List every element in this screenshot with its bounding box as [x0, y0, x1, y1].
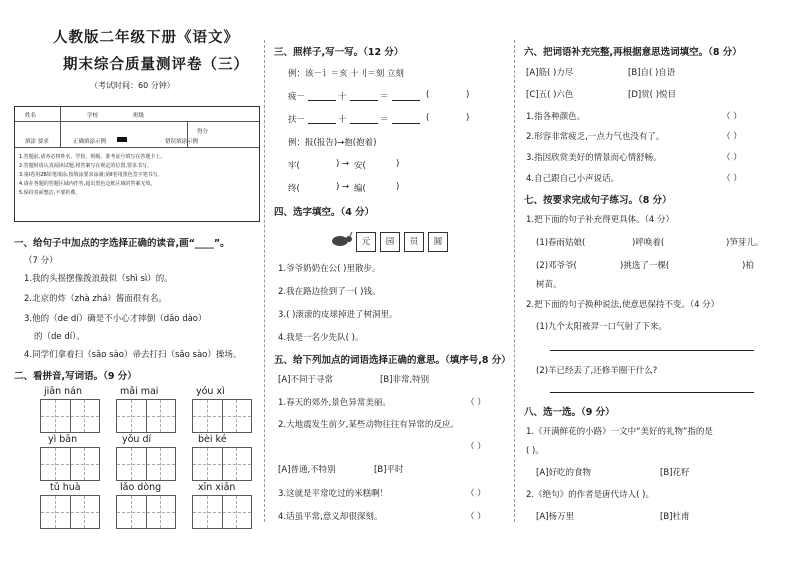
s7-s2c: )柏 — [742, 261, 754, 271]
s1-item1: 1.我的头摇摆像拨浪鼓似（shì sì）的。 — [24, 274, 173, 284]
note-5: 5.保持卷面整洁,不要折叠。 — [19, 190, 81, 196]
s3-plus: 十 — [338, 92, 347, 102]
fold-line — [514, 40, 515, 522]
fold-line — [264, 40, 265, 522]
column-left — [0, 0, 262, 561]
s3-row3-right: 安( — [354, 161, 366, 171]
answer-paren[interactable]: （ ） — [466, 398, 486, 408]
pinyin-7: tǔ huà — [50, 482, 81, 493]
char-option: 园 — [380, 232, 400, 252]
answer-paren[interactable]: （ ） — [722, 153, 742, 163]
s5-item2: 2.大地震发生前夕,某些动物往往有异常的反应。 — [278, 420, 459, 430]
s7-s1b: )呼唤着( — [632, 238, 665, 248]
pinyin-1: jiān nán — [44, 386, 83, 397]
s3-example1: 例：该－讠＝亥 十刂＝刻 立刻 — [288, 69, 404, 79]
title-line2: 期末综合质量测评卷（三） — [63, 57, 249, 73]
s3-paren: ( — [426, 113, 430, 123]
s8-q1-optB: [B]花籽 — [660, 468, 690, 478]
section4-heading: 四、选字填空。（4 分） — [274, 207, 375, 218]
filled-mark-icon — [117, 137, 127, 142]
pinyin-5: yǒu dí — [122, 434, 152, 445]
pinyin-4: yì bān — [48, 434, 78, 445]
s6-optA: [A]筋( )力尽 — [526, 68, 574, 78]
s5-optA1: [A]不同于寻常 — [278, 375, 333, 385]
s7-sub1: 1.把下面的句子补充得更具体。（4 分） — [526, 215, 674, 225]
s1-item3b: 的（de dí）。 — [34, 332, 85, 342]
s5-optB1: [B]非常,特别 — [380, 375, 430, 385]
char-option: 元 — [356, 232, 376, 252]
s8-q1-optA: [A]好吃的食物 — [536, 468, 591, 478]
s7-s2a: (2)邓爷爷( — [536, 261, 577, 271]
writing-grid[interactable] — [40, 447, 100, 481]
answer-paren[interactable]: （ ） — [722, 174, 742, 184]
s7-sub2: 2.把下面的句子换种说法,使意思保持不变。（4 分） — [526, 300, 720, 310]
exam-time: （考试时间：60 分钟） — [90, 81, 175, 90]
pinyin-6: bèi ké — [198, 434, 227, 445]
s5-optB2: [B]平时 — [374, 465, 404, 475]
s1-item2: 2.北京的炸（zhà zhá）酱面很有名。 — [24, 294, 167, 304]
section1-score: （7 分） — [24, 256, 58, 266]
section8-heading: 八、选一选。（9 分） — [524, 407, 615, 418]
column-middle — [266, 0, 512, 561]
s1-item4: 4.同学们拿着扫（sǎo sào）帚去打扫（sǎo sào）操场。 — [24, 350, 242, 360]
correct-example: 正确填涂示例 — [73, 139, 107, 145]
s3-close: ) — [466, 113, 470, 123]
s4-item1: 1.爷爷奶奶在公( )里散步。 — [278, 264, 381, 274]
note-1: 1.答题前,请务必将姓名、学校、班级、准考证号填写在答题卡上。 — [19, 154, 166, 160]
s3-eq: ＝ — [380, 92, 389, 102]
writing-grid[interactable] — [116, 399, 176, 433]
answer-paren[interactable]: （ ） — [466, 512, 486, 522]
label-name: 姓名 — [25, 113, 37, 119]
s3-row1: 疲－ — [288, 92, 306, 102]
char-option: 员 — [404, 232, 424, 252]
label-school: 学校 — [87, 113, 99, 119]
answer-paren[interactable]: （ ） — [466, 489, 486, 499]
s3-close: ) — [466, 90, 470, 100]
section5-heading: 五、给下列加点的词语选择正确的意思。（填序号,8 分） — [274, 355, 511, 366]
pinyin-2: mǎi mai — [120, 386, 159, 397]
pinyin-8: lǎo dòng — [120, 482, 162, 493]
section6-heading: 六、把词语补充完整,再根据意思选词填空。（8 分） — [524, 47, 742, 58]
s3-row2: 扶－ — [288, 115, 306, 125]
s3-close: ) — [396, 182, 400, 192]
s6-optD: [D]赏( )悦目 — [628, 90, 677, 100]
s3-close: ) — [396, 159, 400, 169]
char-option: 圆 — [428, 232, 448, 252]
pinyin-3: yóu xì — [196, 386, 225, 397]
answer-line[interactable] — [550, 392, 754, 393]
arrow-icon: → — [342, 182, 350, 192]
answer-paren[interactable]: （ ） — [722, 112, 742, 122]
s1-item3: 3.他的（de dí）确是不小心才摔倒（dǎo dào） — [24, 314, 207, 324]
note-2: 2.答题时请认真阅读试题,将答案写在规定的位置,要求书写。 — [19, 163, 152, 169]
s5-item1: 1.春天的郊外,景色异常美丽。 — [278, 398, 391, 408]
s6-item2: 2.形容非常疲乏,一点力气也没有了。 — [526, 132, 665, 142]
s7-s1a: (1)春雨姑娘( — [536, 238, 586, 248]
title-line1: 人教版二年级下册《语文》 — [53, 30, 239, 46]
answer-paren[interactable]: （ ） — [722, 132, 742, 142]
writing-grid[interactable] — [192, 447, 252, 481]
s7-q1: (1)九个太阳被羿一口气射了下来。 — [536, 322, 668, 332]
label-score: 得分 — [197, 129, 209, 135]
s6-item3: 3.指因欣赏美好的情景而心情舒畅。 — [526, 153, 662, 163]
s8-q2-optA: [A]杨万里 — [536, 512, 574, 522]
s3-close: ) — [336, 159, 340, 169]
section1-heading: 一、给句子中加点的字选择正确的读音,画“____”。 — [14, 238, 230, 249]
bug-icon — [330, 231, 354, 249]
s5-optA2: [A]普通,不特别 — [278, 465, 336, 475]
s6-optC: [C]五( )六色 — [526, 90, 574, 100]
section3-heading: 三、照样子,写一写。（12 分） — [274, 47, 404, 58]
s7-s2d: 树苗。 — [536, 280, 562, 290]
note-4: 4.请在各题的答题区域内作答,超出黑色边框区域的答案无效。 — [19, 181, 156, 187]
s5-item4: 4.话虽平常,意义却很深刻。 — [278, 512, 383, 522]
s7-s2b: )挑选了一棵( — [620, 261, 670, 271]
s3-close: ) — [336, 182, 340, 192]
s8-q1-paren[interactable]: ( )。 — [526, 446, 544, 456]
writing-grid[interactable] — [192, 399, 252, 433]
s8-q2-optB: [B]杜甫 — [660, 512, 690, 522]
s4-item4: 4.我是一名少先队( )。 — [278, 333, 364, 343]
notes — [19, 153, 165, 198]
answer-paren[interactable]: （ ） — [466, 442, 486, 452]
s3-row4-right: 编( — [354, 184, 366, 194]
s5-item3: 3.这就是平常吃过的米糕啊！ — [278, 489, 389, 499]
s3-eq: ＝ — [380, 115, 389, 125]
s8-q2: 2.《绝句》的作者是唐代诗人( )。 — [526, 490, 654, 500]
writing-grid[interactable] — [40, 399, 100, 433]
writing-grid[interactable] — [116, 495, 176, 529]
section2-heading: 二、看拼音,写词语。（9 分） — [14, 371, 137, 382]
s3-example2: 例：报(报告)→抱(抱着) — [288, 138, 377, 148]
writing-grid[interactable] — [116, 447, 176, 481]
column-right — [516, 0, 794, 561]
s7-s1c: )笋芽儿。 — [726, 238, 764, 248]
arrow-icon: → — [342, 159, 350, 169]
section7-heading: 七、按要求完成句子练习。（8 分） — [524, 195, 672, 206]
s6-optB: [B]自( )自语 — [628, 68, 676, 78]
wrong-example: 错误填涂示例 — [165, 139, 199, 145]
s4-item3: 3.( )滚滚的皮球掉进了树洞里。 — [278, 310, 398, 320]
s3-row4: 终( — [288, 184, 300, 194]
s3-plus: 十 — [338, 115, 347, 125]
answer-line[interactable] — [550, 350, 754, 351]
pinyin-9: xīn xiān — [198, 482, 236, 493]
s7-q2: (2)羊已经丢了,还修羊圈干什么? — [536, 366, 658, 376]
note-3: 3.第Ⅰ卷用2B铅笔填涂,按填涂要求涂满;第Ⅱ卷用黑色签字笔书写。 — [19, 172, 163, 178]
fill-label: 填涂 要求 — [25, 139, 49, 145]
writing-grid[interactable] — [40, 495, 100, 529]
label-class: 班级 — [133, 113, 145, 119]
s6-item4: 4.自己跟自己小声说话。 — [526, 174, 620, 184]
s6-item1: 1.指各种颜色。 — [526, 112, 586, 122]
header-table — [14, 106, 260, 222]
writing-grid[interactable] — [192, 495, 252, 529]
s3-paren: ( — [426, 90, 430, 100]
s4-item2: 2.我在路边捡到了一( )钱。 — [278, 287, 381, 297]
s3-row3: 牢( — [288, 161, 300, 171]
s8-q1: 1.《开满鲜花的小路》一文中“美好的礼物”指的是 — [526, 427, 713, 437]
